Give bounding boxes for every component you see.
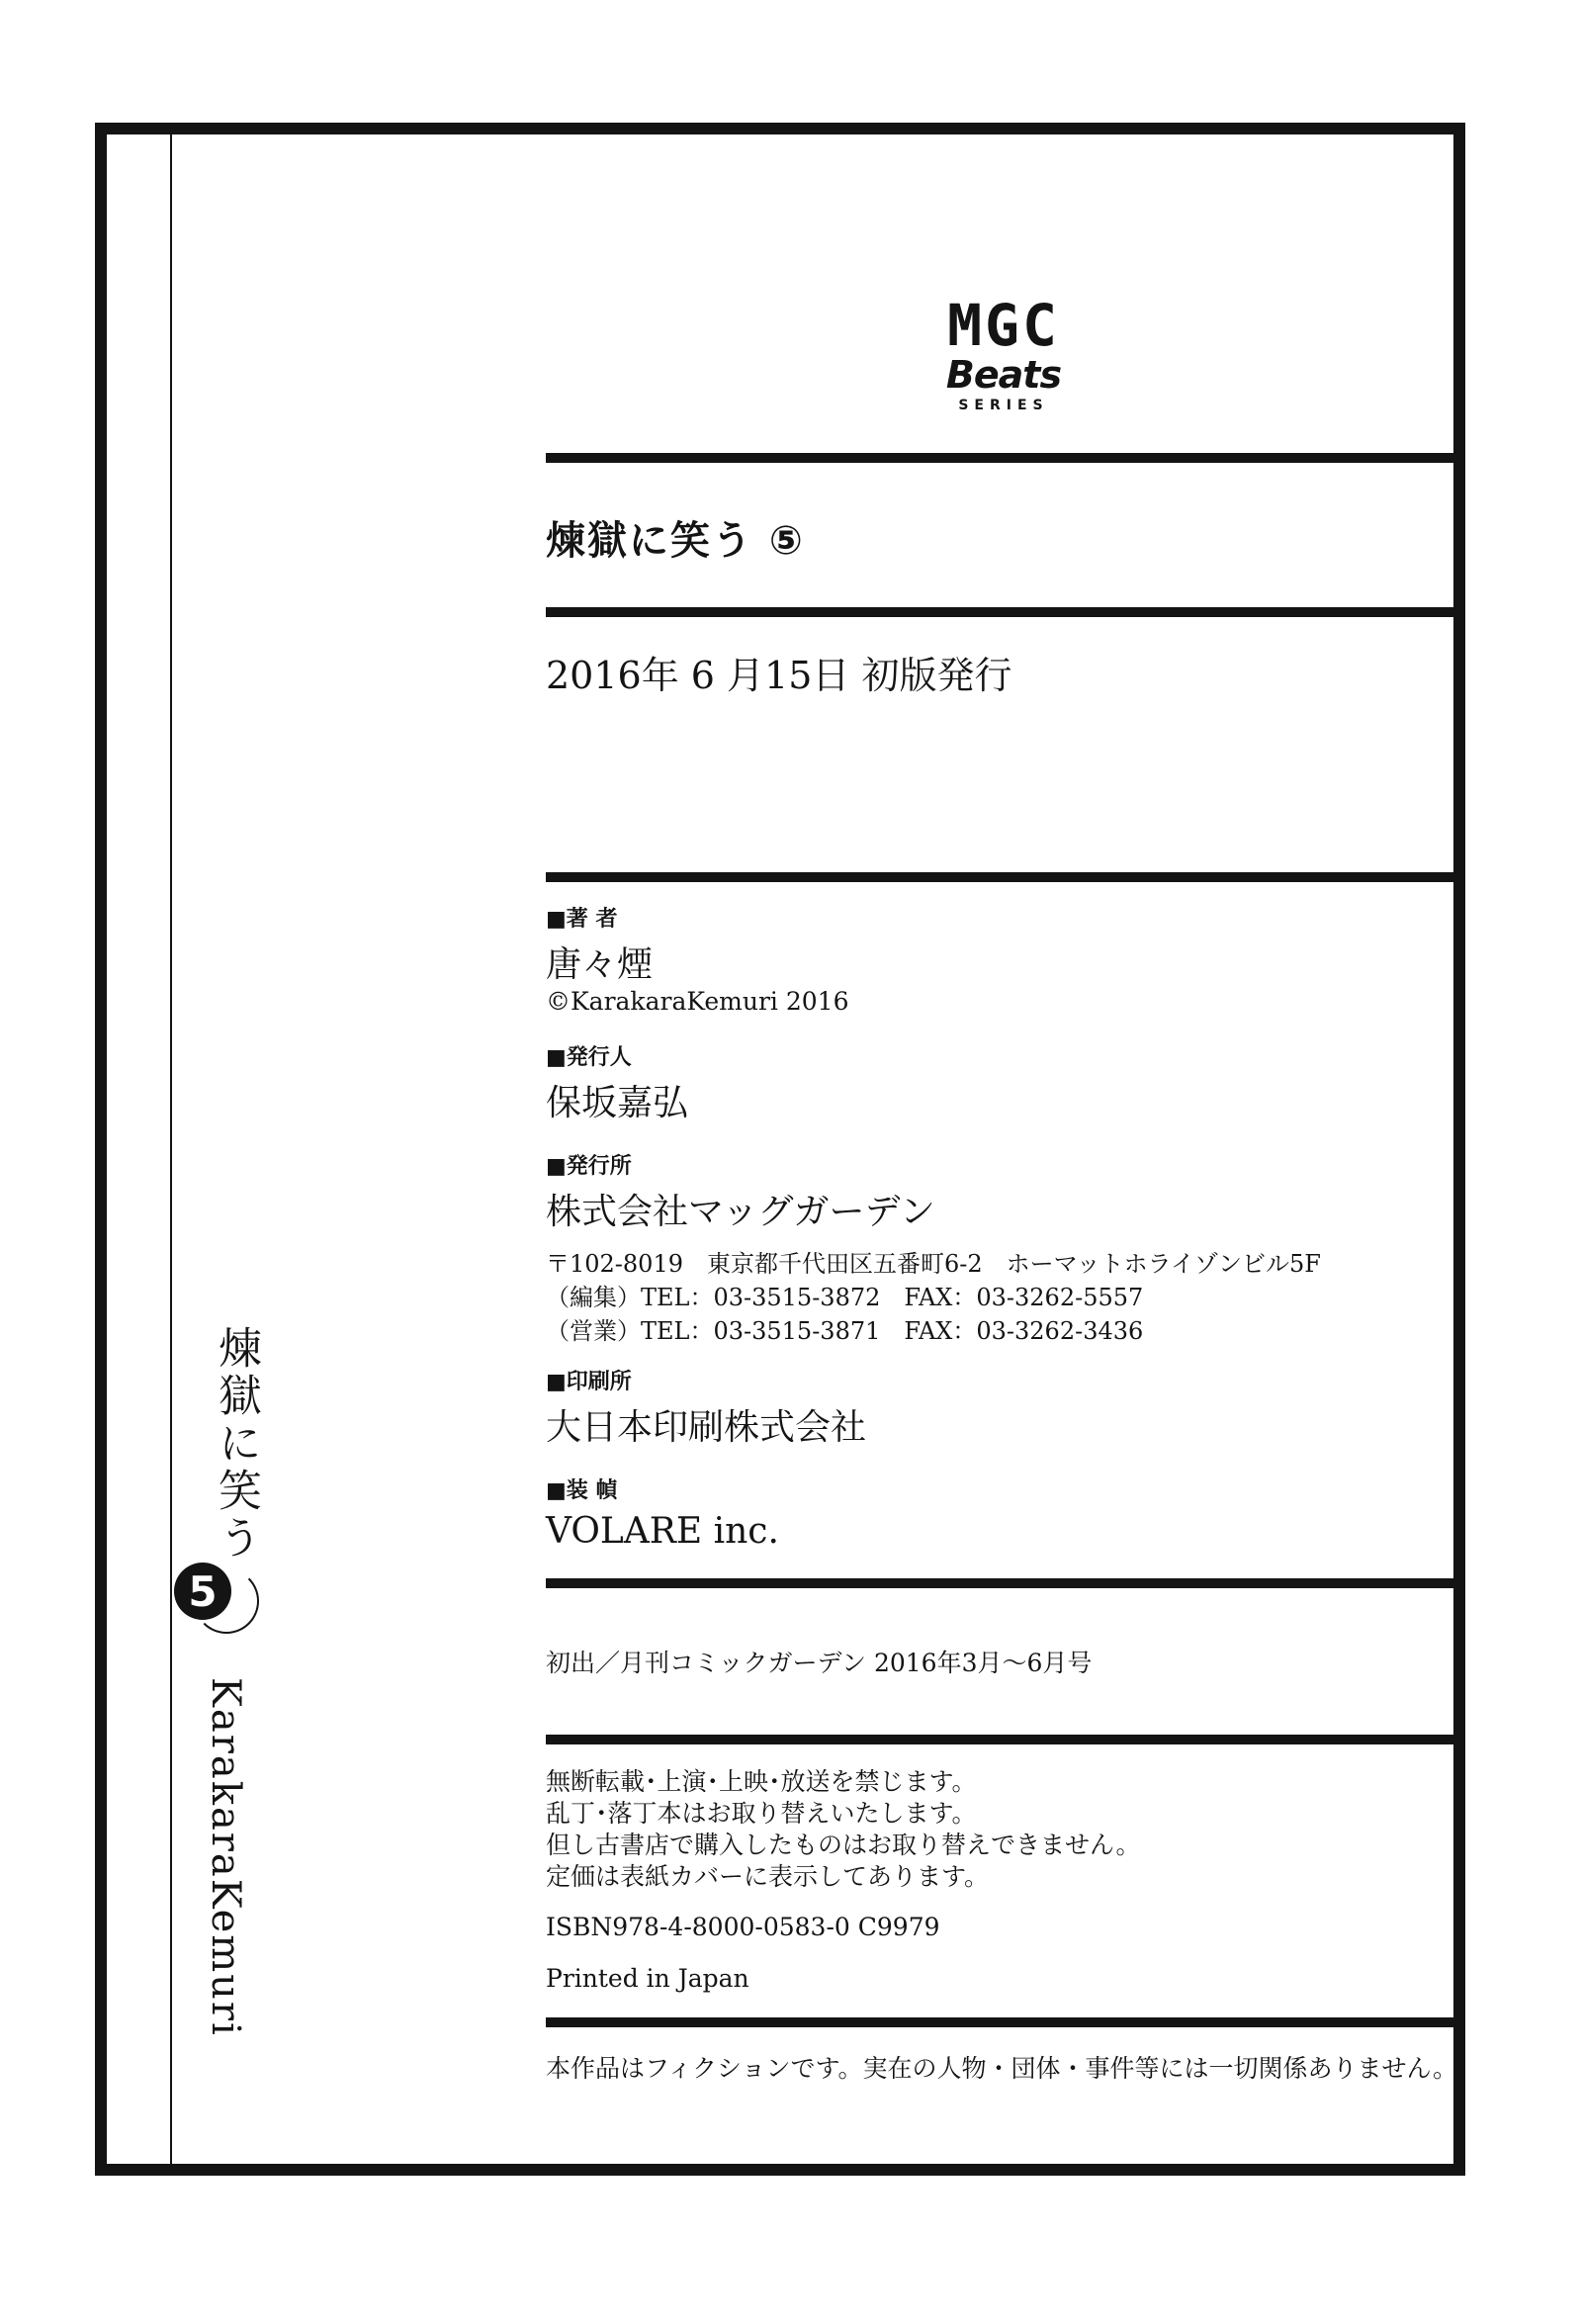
spine-volume-badge: 5: [174, 1563, 231, 1620]
notice-line: 定価は表紙カバーに表示してあります。: [546, 1862, 990, 1891]
notice-line: 但し古書店で購入したものはお取り替えできません。: [546, 1831, 1141, 1859]
publisher-logo: [929, 292, 1078, 413]
publisher-address: 〒102-8019 東京都千代田区五番町6-2 ホーマットホライゾンビル5F: [546, 1250, 1321, 1278]
section-rule: [546, 2017, 1465, 2027]
design-label: ■装 幀: [546, 1478, 618, 1503]
publisher-company-label: ■発行所: [546, 1154, 632, 1179]
section-rule: [546, 872, 1465, 882]
first-publication: 初出／月刊コミックガーデン 2016年3月～6月号: [546, 1649, 1093, 1677]
logo-mgc-text: MGC: [947, 292, 1060, 359]
printer-name: 大日本印刷株式会社: [546, 1407, 867, 1448]
spine-title: 煉獄に笑う: [211, 1325, 261, 1563]
printed-in: Printed in Japan: [546, 1964, 749, 1993]
sales-contact: （営業）TEL：03-3515-3871 FAX：03-3262-3436: [546, 1317, 1144, 1345]
spine-author: KarakaraKemuri: [203, 1677, 248, 2037]
book-title: 煉獄に笑う ⑤: [546, 518, 805, 564]
copyright-line: ©KarakaraKemuri 2016: [546, 987, 849, 1016]
section-rule: [546, 1735, 1465, 1744]
isbn: ISBN978-4-8000-0583-0 C9979: [546, 1913, 940, 1941]
section-rule: [546, 1578, 1465, 1588]
section-rule: [546, 607, 1465, 617]
notice-line: 乱丁･落丁本はお取り替えいたします。: [546, 1799, 977, 1828]
publisher-company-name: 株式会社マッグガーデン: [546, 1192, 935, 1232]
author-name: 唐々煙: [546, 944, 654, 985]
publisher-person-name: 保坂嘉弘: [546, 1083, 689, 1123]
author-label: ■著 者: [546, 907, 618, 932]
logo-series-text: SERIES: [958, 398, 1049, 413]
first-edition-date: 2016年 6 月15日 初版発行: [546, 654, 1012, 697]
notice-line: 無断転載･上演･上映･放送を禁じます。: [546, 1767, 977, 1796]
publisher-person-label: ■発行人: [546, 1045, 632, 1070]
design-name: VOLARE inc.: [546, 1511, 779, 1552]
fiction-disclaimer: 本作品はフィクションです。実在の人物・団体・事件等には一切関係ありません。: [546, 2054, 1458, 2083]
printer-label: ■印刷所: [546, 1370, 632, 1394]
logo-beats-text: Beats: [945, 353, 1062, 397]
editorial-contact: （編集）TEL：03-3515-3872 FAX：03-3262-5557: [546, 1284, 1144, 1311]
spine-divider: [170, 134, 172, 2164]
section-rule: [546, 453, 1465, 463]
